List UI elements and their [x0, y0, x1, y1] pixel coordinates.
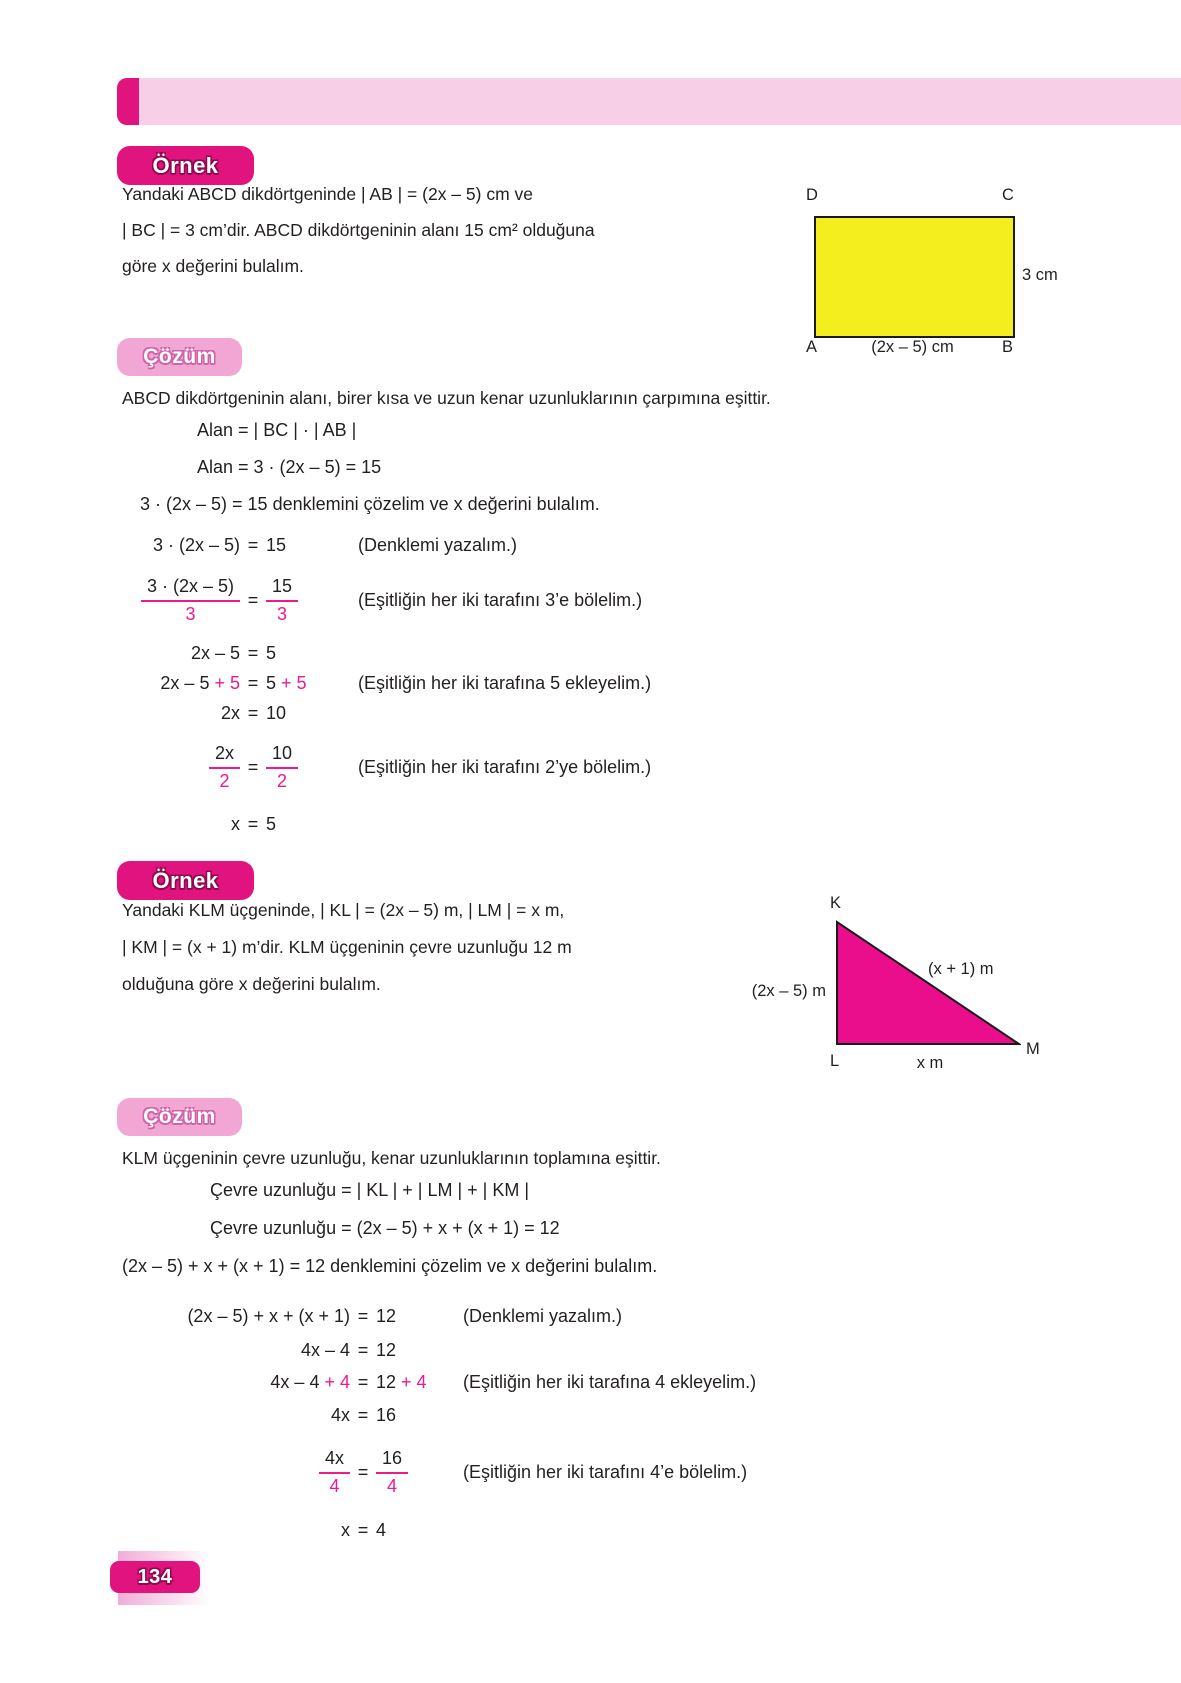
equals-sign: = [357, 1372, 369, 1392]
example1-problem-line1: Yandaki ABCD dikdörtgeninde | AB | = (2x – 5) cm ve [122, 184, 533, 204]
rectangle-vertex-a: A [806, 338, 818, 356]
solution2-intro: KLM üçgeninin çevre uzunluğu, kenar uzunluklarının toplamına eşittir. [122, 1148, 661, 1168]
fraction: $\frac{2x}{2}$ [209, 743, 240, 792]
fraction: $\frac{16}{4}$ [376, 1448, 408, 1497]
triangle-side-bottom-label: x m [916, 1054, 944, 1072]
highlighted-term: + 4 [401, 1372, 427, 1392]
equals-sign: = [357, 1405, 369, 1425]
solution2-derive1: Çevre uzunluğu = | KL | + | LM | + | KM | [210, 1180, 530, 1200]
solution1-derive1: Alan = | BC | · | AB | [197, 420, 357, 440]
equation-step [110, 728, 1050, 806]
solution2-steps [110, 1298, 1050, 1548]
equation-step: 4x – 4 = 12 [300, 1339, 397, 1360]
equals-sign: = [247, 702, 259, 723]
fraction: $\frac{3 \cdot (2x - 5)}{3}$ [141, 576, 240, 625]
example2-problem-line1: Yandaki KLM üçgeninde, | KL | = (2x – 5) m, | LM | = x m, [122, 900, 565, 920]
fraction: $\frac{10}{2}$ [266, 743, 298, 792]
top-decorative-bar [117, 78, 1181, 125]
triangle-shape [835, 920, 1021, 1046]
equation-step: 4x – 4 + 4 = 12 + 4 (Eşitliğin her iki tarafına 4 ekleyelim.) [110, 1366, 1050, 1399]
equation-step: 4x = 16 [330, 1405, 397, 1425]
equation-step: (2x – 5) + x + (x + 1) = 12 (Denklemi yazalım.) [110, 1298, 1050, 1334]
equals-sign: = [247, 756, 259, 777]
triangle-figure [700, 890, 1060, 1080]
equation-step [110, 1432, 1050, 1512]
equals-sign: = [247, 813, 259, 834]
rectangle-shape [814, 216, 1015, 338]
fraction: $\frac{4x}{4}$ [319, 1448, 350, 1497]
solution2-derive3: (2x – 5) + x + (x + 1) = 12 denklemini çözelim ve x değerini bulalım. [122, 1256, 658, 1276]
step-comment: (Denklemi yazalım.) [358, 534, 518, 555]
rectangle-side-bottom-label: (2x – 5) cm [871, 338, 954, 356]
triangle-side-hypotenuse-label: (x + 1) m [928, 960, 994, 978]
rectangle-figure [750, 180, 1090, 365]
example2-badge: Örnek [117, 861, 254, 900]
equals-sign: = [357, 1519, 369, 1540]
equation-step [110, 562, 1050, 638]
highlighted-term: + 5 [281, 672, 307, 693]
rectangle-vertex-c: C [1002, 186, 1014, 204]
equation-step: 3 · (2x – 5) = 15 (Denklemi yazalım.) [110, 528, 1050, 562]
solution1-steps [110, 528, 1050, 842]
triangle-vertex-k: K [830, 894, 842, 912]
solution2-derive2: Çevre uzunluğu = (2x – 5) + x + (x + 1) = 12 [210, 1218, 560, 1238]
top-bar-left-cap [117, 78, 139, 125]
step-comment: (Denklemi yazalım.) [463, 1305, 623, 1326]
example1-problem-line3: göre x değerini bulalım. [122, 256, 304, 276]
equation-step: 2x – 5 = 5 [190, 642, 277, 663]
solution1-derive3: 3 · (2x – 5) = 15 denklemini çözelim ve x değerini bulalım. [140, 494, 600, 514]
example2-problem-line2: | KM | = (x + 1) m’dir. KLM üçgeninin çevre uzunluğu 12 m [122, 937, 572, 957]
equals-sign: = [247, 672, 259, 693]
solution1-intro: ABCD dikdörtgeninin alanı, birer kısa ve uzun kenar uzunluklarının çarpımına eşittir. [122, 388, 771, 408]
fraction: $\frac{15}{3}$ [266, 576, 298, 625]
equals-sign: = [247, 589, 259, 610]
triangle-vertex-l: L [830, 1052, 840, 1070]
equation-step: 2x = 10 [220, 702, 287, 723]
rectangle-vertex-b: B [1002, 338, 1014, 356]
example1-problem-text [122, 176, 742, 284]
step-comment: (Eşitliğin her iki tarafını 2’ye bölelim.) [358, 756, 652, 777]
highlighted-term: + 4 [324, 1372, 350, 1392]
triangle-vertex-m: M [1026, 1040, 1040, 1058]
equals-sign: = [247, 534, 259, 555]
step-comment: (Eşitliğin her iki tarafını 3’e bölelim.) [358, 589, 643, 610]
example2-problem-text [122, 892, 742, 1003]
equation-step: x = 5 [231, 813, 277, 834]
solution1-badge: Çözüm [117, 338, 242, 376]
example1-problem-line2: | BC | = 3 cm’dir. ABCD dikdörtgeninin alanı 15 cm² olduğuna [122, 220, 595, 240]
equals-sign: = [357, 1305, 369, 1326]
step-comment: (Eşitliğin her iki tarafına 4 ekleyelim.) [463, 1372, 757, 1392]
triangle-side-left-label: (2x – 5) m [751, 982, 826, 1000]
solution1-derive2: Alan = 3 · (2x – 5) = 15 [197, 457, 382, 477]
example2-problem-line3: olduğuna göre x değerini bulalım. [122, 974, 381, 994]
page-number-badge: 134 [110, 1561, 200, 1593]
rectangle-vertex-d: D [806, 186, 818, 204]
example1-badge: Örnek [117, 146, 254, 185]
rectangle-side-right-label: 3 cm [1022, 266, 1058, 284]
equals-sign: = [357, 1461, 369, 1482]
step-comment: (Eşitliğin her iki tarafını 4’e bölelim.) [463, 1461, 748, 1482]
equals-sign: = [247, 642, 259, 663]
solution2-badge: Çözüm [117, 1098, 242, 1136]
equals-sign: = [357, 1339, 369, 1360]
highlighted-term: + 5 [214, 672, 240, 693]
equation-step: x = 4 [341, 1519, 387, 1540]
step-comment: (Eşitliğin her iki tarafına 5 ekleyelim.) [358, 672, 652, 693]
equation-step: 2x – 5 + 5 = 5 + 5 (Eşitliğin her iki tarafına 5 ekleyelim.) [110, 668, 1050, 698]
